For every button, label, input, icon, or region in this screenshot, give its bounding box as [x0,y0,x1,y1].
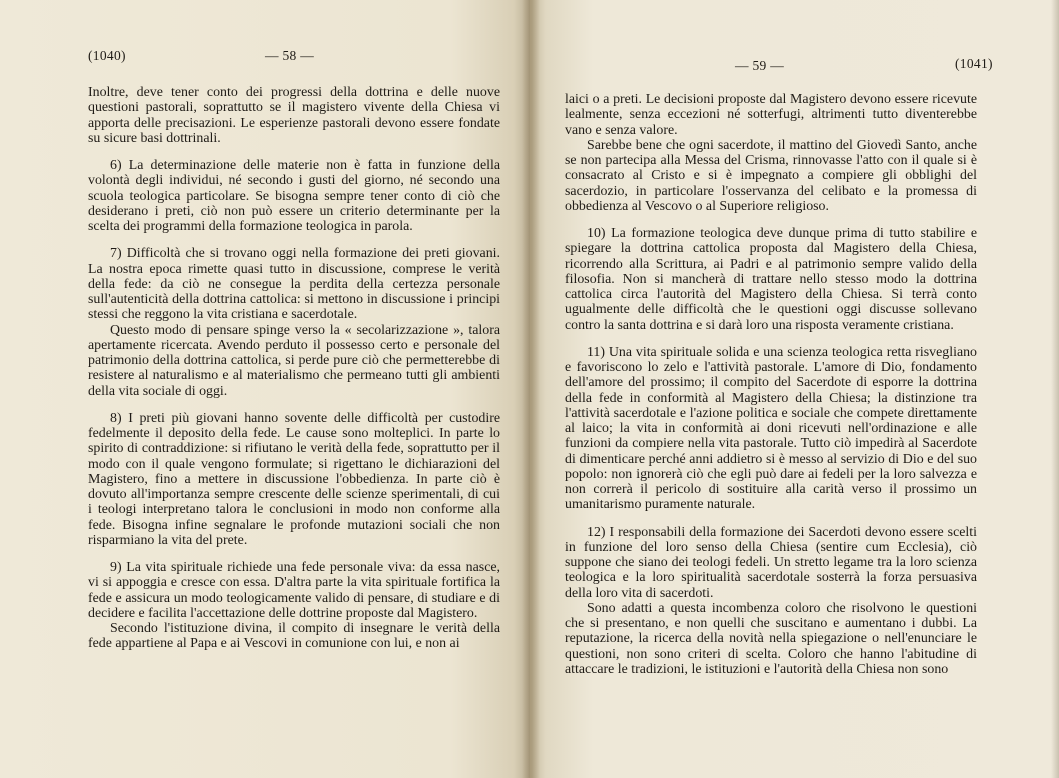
left-paragraph-3: 7) Difficoltà che si trovano oggi nella formazione dei preti giovani. La nostra epoca rimette quasi tutto in discussione, comprese le verità della fede: da ciò ne consegue la perdita della certezza personale sull'autenticità della dottrina cattolica: si mettono in discussione i principi stessi che reggono la vita cristiana e sacerdotale. [88,246,500,323]
right-page-number: — 59 — [735,58,785,73]
right-page-code: (1041) [955,56,993,71]
left-paragraph-2: 6) La determinazione delle materie non è fatta in funzione della volontà degli individui, né secondo i gusti del giorno, né secondo una scuola teologica particolare. Se bisogna sempre tener conto di ciò che desiderano i preti, ciò non può essere un criterio determinante per la scelta dei programmi della formazione teologica in parola. [88,158,500,234]
left-page-number: — 58 — [265,48,315,63]
right-page [530,0,1059,778]
left-text-body [88,85,500,652]
right-paragraph-3: 10) La formazione teologica deve dunque prima di tutto stabilire e spiegare la dottrina cattolica proposta dal Magistero della Chiesa, ricorrendo alla Scrittura, ai Padri e al patrimonio sempre valido della filosofia. Non si mancherà di trattare nello stesso modo la dottrina cattolica circa l'autorità del Magistero della Chiesa. Si terrà conto ugualmente delle difficoltà che le questioni oggi discusse sollevano contro la santa dottrina e si darà loro una risposta veramente cristiana. [565,226,977,333]
right-paragraph-1: laici o a preti. Le decisioni proposte dal Magistero devono essere ricevute lealmente, senza eccezioni né sotterfugi, altrimenti tutto diventerebbe vano e senza valore. [565,92,977,138]
right-paragraph-6: Sono adatti a questa incombenza coloro che risolvono le questioni che si presentano, e non quelli che suscitano e aumentano i dubbi. La reputazione, la ricerca della novità nella spiegazione o nell'enunciare le questioni, non sono criteri di scelta. Coloro che hanno l'abitudine di attaccare le tradizioni, le istituzioni e l'autorità della Chiesa non sono [565,600,977,677]
left-paragraph-4: Questo modo di pensare spinge verso la « secolarizzazione », talora apertamente ricercata. Avendo perduto il possesso certo e personale del patrimonio della dottrina cattolica, si perde pure ciò che permetterebbe di resistere al naturalismo e al materialismo che permeano tutti gli ambienti della vita sociale di oggi. [88,322,500,399]
page-edge-shadow [1051,0,1059,778]
right-paragraph-4: 11) Una vita spirituale solida e una scienza teologica retta risvegliano e favoriscono lo zelo e l'attività pastorale. L'amore di Dio, fondamento dell'amore del prossimo; il compito del Sacerdote di esporre la dottrina della fede in conformità al Magistero della Chiesa; la distinzione tra l'attività sacerdotale e l'azione politica e sociale che compete direttamente al laico; la vita in conformità ai doni ricevuti nell'ordinazione e alle funzioni da compiere nella vita pastorale. Tutto ciò impedirà al Sacerdote di dimenticare perché anni addietro si è messo al servizio di Dio e del suo popolo: non ignorerà ciò che egli può dare ai fedeli per la loro salvezza e non correrà il pericolo di sostituire alla carità verso il prossimo un umanitarismo puramente naturale. [565,344,977,513]
right-paragraph-5: 12) I responsabili della formazione dei Sacerdoti devono essere scelti in funzione del loro senso della Chiesa (sentire cum Ecclesia), ciò suppone che siano dei teologi fedeli. Un stretto legame tra la loro scienza teologica e la loro spiritualità sacerdotale sosterrà la forza persuasiva della loro vita di sacerdoti. [565,524,977,601]
left-paragraph-5: 8) I preti più giovani hanno sovente delle difficoltà per custodire fedelmente il deposito della fede. Le cause sono molteplici. In parte lo spirito di contraddizione: si rifiutano le verità della fede, soprattutto per il modo con il quale vengono formulate; si rigettano le dichiarazioni del Magistero, fino a mettere in discussione l'obbedienza. In parte ciò è dovuto all'importanza sempre crescente delle scienze sperimentali, di cui i teologi interpretano talora le conclusioni in modo non conforme alla fede. Bisogna infine segnalare le profonde mutazioni sociali che non risparmiano la vita del prete. [88,410,500,548]
left-paragraph-6: 9) La vita spirituale richiede una fede personale viva: da essa nasce, vi si appoggia e cresce con essa. D'altra parte la vita spirituale fortifica la fede e assicura un modo teologicamente valido di pensare, di studiare e di decidere e facilita l'accettazione delle dottrine proposte dal Magistero. [88,560,500,621]
left-paragraph-7: Secondo l'istituzione divina, il compito di insegnare le verità della fede appartiene al Papa e ai Vescovi in comunione con lui, e non ai [88,621,500,652]
right-paragraph-2: Sarebbe bene che ogni sacerdote, il mattino del Giovedì Santo, anche se non partecipa alla Messa del Crisma, rinnovasse l'atto con il quale si è consacrato al Cristo e si è impegnato a compiere gli obblighi del sacerdozio, in particolare l'osservanza del celibato e la promessa di obbedienza al Vescovo o al Superiore religioso. [565,137,977,214]
left-page-code: (1040) [88,48,126,63]
right-text-body [565,92,977,677]
book-gutter [522,0,540,778]
left-paragraph-1: Inoltre, deve tener conto dei progressi della dottrina e delle nuove questioni pastorali, soprattutto se il magistero vivente della Chiesa vi apporta delle precisazioni. Le esperienze pastorali devono essere fondate su sicure basi dottrinali. [88,85,500,146]
